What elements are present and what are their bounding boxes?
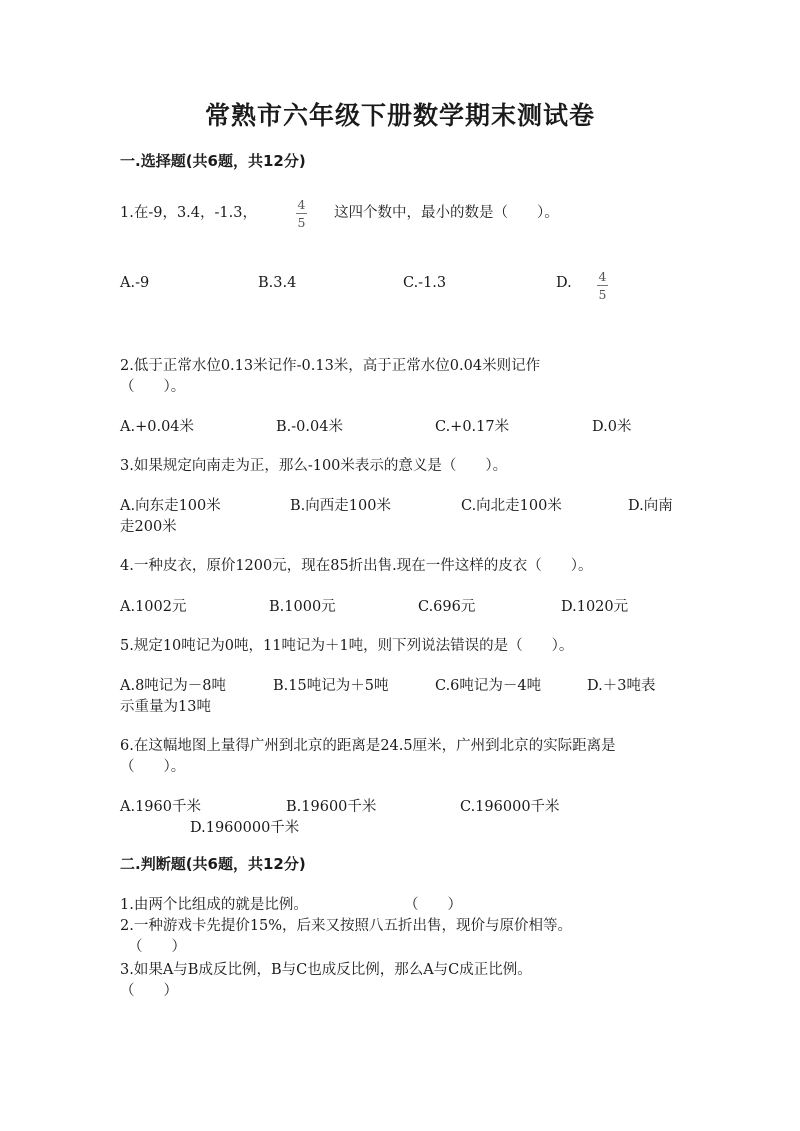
fraction-bar: [296, 213, 307, 214]
question-1-option-d-fraction: [597, 269, 608, 302]
question-3-option-c: C.向北走100米: [461, 498, 562, 514]
question-3-stem: 3.如果规定向南走为正，那么-100米表示的意义是（ ）。: [120, 458, 508, 474]
question-6-stem-line2: （ ）。: [120, 759, 186, 775]
question-3-option-d-wrap: 走200米: [120, 519, 177, 535]
question-6-option-a: A.1960千米: [120, 799, 201, 815]
question-5-option-a: A.8吨记为－8吨: [120, 678, 227, 694]
question-4-option-b: B.1000元: [269, 599, 336, 615]
question-4-option-c: C.696元: [418, 599, 476, 615]
question-6-option-b: B.19600千米: [286, 799, 377, 815]
question-6-option-c: C.196000千米: [460, 799, 560, 815]
judgement-item-3-blank: （ ）: [120, 983, 178, 999]
question-5-option-d-wrap: 示重量为13吨: [120, 699, 211, 715]
question-5-stem: 5.规定10吨记为0吨，11吨记为＋1吨，则下列说法错误的是（ ）。: [120, 638, 574, 654]
question-1-option-b: B.3.4: [258, 275, 297, 291]
fraction-denominator: 5: [297, 215, 306, 230]
question-2-option-d: D.0米: [592, 419, 632, 435]
fraction-numerator: 4: [297, 197, 306, 212]
question-3-option-a: A.向东走100米: [120, 498, 221, 514]
question-1-option-a: A.-9: [120, 275, 150, 291]
question-2-option-a: A.+0.04米: [120, 419, 195, 435]
judgement-item-2-blank: （ ）: [128, 939, 186, 955]
question-2-stem-line1: 2.低于正常水位0.13米记作-0.13米，高于正常水位0.04米则记作: [120, 358, 541, 374]
question-1-option-d: D.: [556, 275, 572, 291]
question-4-option-d: D.1020元: [561, 599, 629, 615]
question-5-option-c: C.6吨记为－4吨: [435, 678, 542, 694]
question-5-option-d: D.＋3吨表: [587, 678, 656, 694]
judgement-item-3-text: 3.如果A与B成反比例，B与C也成反比例，那么A与C成正比例。: [120, 962, 532, 978]
question-6-option-d: D.1960000千米: [190, 820, 300, 836]
question-1-fraction: [296, 197, 307, 230]
page-title: 常熟市六年级下册数学期末测试卷: [204, 101, 595, 130]
judgement-item-2-text: 2.一种游戏卡先提价15%，后来又按照八五折出售，现价与原价相等。: [120, 918, 573, 934]
section-heading-choice: 一.选择题(共6题，共12分): [120, 152, 306, 170]
fraction-numerator: 4: [598, 269, 607, 284]
section-heading-judgement: 二.判断题(共6题，共12分): [120, 855, 306, 873]
question-2-option-b: B.-0.04米: [276, 419, 343, 435]
question-2-stem-line2: （ ）。: [120, 379, 186, 395]
question-1-option-c: C.-1.3: [403, 275, 447, 291]
question-4-option-a: A.1002元: [120, 599, 187, 615]
question-1-stem-after: 这四个数中，最小的数是（ ）。: [334, 205, 559, 221]
question-3-option-d: D.向南: [628, 498, 673, 514]
fraction-bar: [597, 285, 608, 286]
question-6-stem-line1: 6.在这幅地图上量得广州到北京的距离是24.5厘米，广州到北京的实际距离是: [120, 738, 616, 754]
question-1-stem: 1.在-9，3.4，-1.3，: [120, 205, 257, 221]
judgement-item-1-text: 1.由两个比组成的就是比例。: [120, 897, 308, 913]
question-4-stem: 4.一种皮衣，原价1200元，现在85折出售.现在一件这样的皮衣（ ）。: [120, 558, 593, 574]
question-3-option-b: B.向西走100米: [290, 498, 391, 514]
fraction-denominator: 5: [598, 287, 607, 302]
judgement-item-1-blank: （ ）: [404, 897, 462, 913]
question-5-option-b: B.15吨记为＋5吨: [273, 678, 389, 694]
question-2-option-c: C.+0.17米: [435, 419, 510, 435]
